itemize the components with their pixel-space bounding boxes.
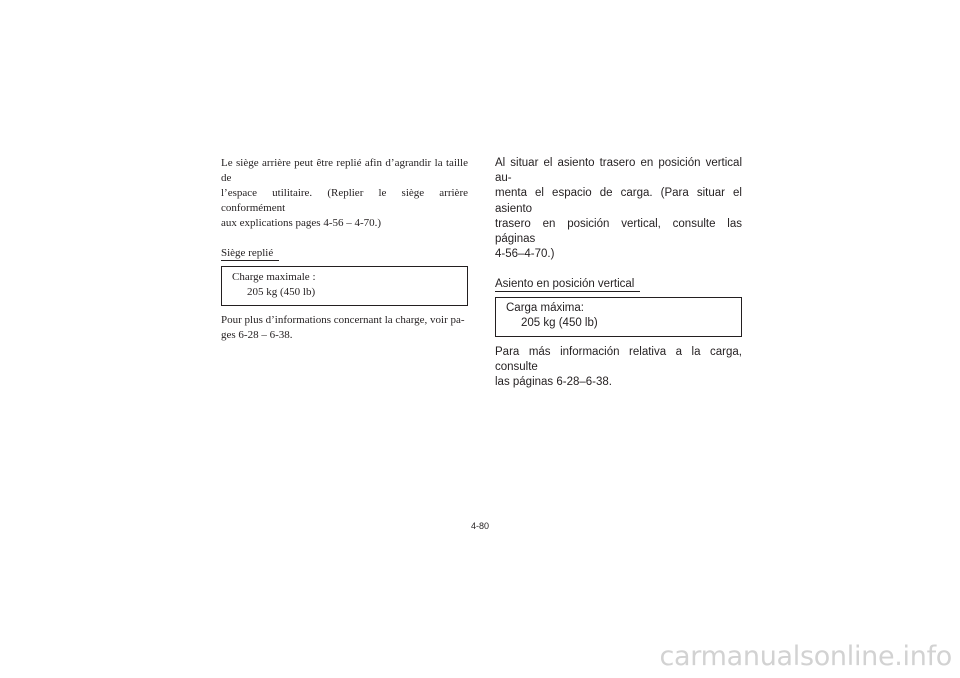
french-spec-label: Charge maximale :: [232, 271, 316, 283]
spanish-reference-paragraph: [495, 345, 742, 391]
french-reference-line: ges 6-28 – 6-38.: [221, 329, 293, 341]
spanish-reference-line: las páginas 6-28–6-38.: [495, 376, 612, 389]
french-intro-line: aux explications pages 4-56 – 4-70.): [221, 217, 382, 229]
spanish-intro-line: menta el espacio de carga. (Para situar el asiento: [495, 187, 742, 215]
spanish-spec-label: Carga máxima:: [506, 301, 584, 314]
french-reference-paragraph: [221, 313, 468, 343]
french-intro-line: Le siège arrière peut être replié afin d’agrandir la taille de: [221, 157, 468, 184]
french-intro-paragraph: [221, 156, 468, 231]
page-number: 4-80: [471, 521, 490, 531]
spanish-section-heading: Asiento en posición vertical: [495, 278, 640, 292]
spanish-intro-paragraph: [495, 156, 742, 262]
spanish-spec-box: [495, 297, 742, 337]
spanish-intro-line: trasero en posición vertical, consulte las páginas: [495, 217, 742, 246]
spanish-reference-line: Para más información relativa a la carga, consulte: [495, 345, 742, 373]
french-reference-line: Pour plus d’informations concernant la charge, voir pa-: [221, 314, 465, 326]
french-spec-box: [221, 266, 468, 306]
spanish-column: [495, 156, 742, 390]
spanish-spec-value: 205 kg (450 lb): [521, 316, 598, 329]
watermark-text: carmanualsonline.info: [659, 641, 952, 672]
french-intro-line: l’espace utilitaire. (Replier le siège arrière conformément: [221, 187, 468, 214]
french-section-heading: Siège replié: [221, 247, 279, 261]
french-spec-value: 205 kg (450 lb): [247, 286, 316, 298]
spanish-intro-line: Al situar el asiento trasero en posición vertical au-: [495, 157, 742, 185]
spanish-intro-line: 4-56–4-70.): [495, 248, 555, 261]
french-column: [221, 156, 468, 343]
